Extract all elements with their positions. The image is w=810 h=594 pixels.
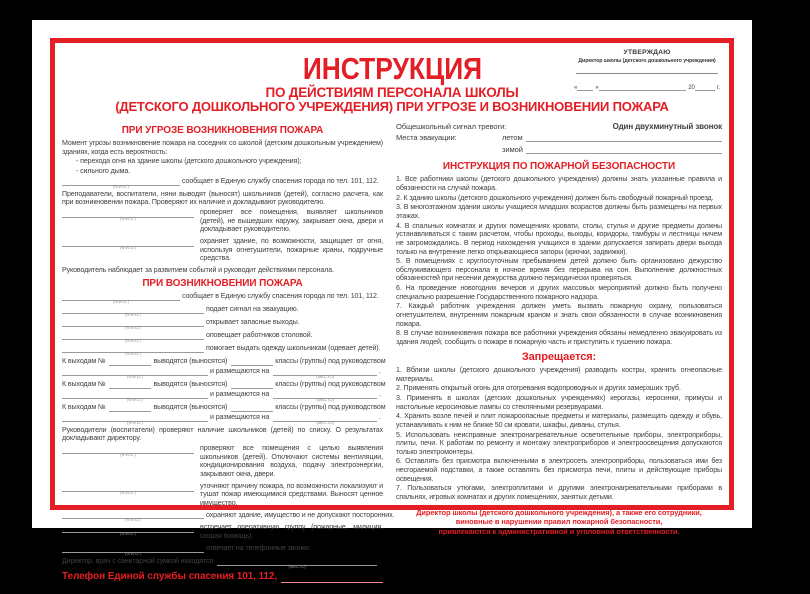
form-line — [62, 557, 383, 569]
responsibility-footer — [396, 508, 722, 537]
blank-caption: (Ф.И.О.) — [125, 550, 141, 556]
approval-director-line: Директор школы (детского дошкольного учреждения) — [578, 58, 716, 64]
paragraph: Преподаватели, воспитатели, няни выводят (выносят) школьников (детей), согласно расчета, как при возникновении пожара. Проверяют их наличие и докладывают руководителю. — [62, 189, 383, 207]
form-line — [62, 413, 383, 425]
form-line — [62, 357, 386, 366]
section-heading-threat: ПРИ УГРОЗЕ ВОЗНИКНОВЕНИЯ ПОЖАРА — [121, 125, 324, 136]
blank-caption: (Ф.И.О.) — [125, 517, 141, 523]
evacuation-block — [396, 133, 722, 158]
prohibited-item: 1. Вблизи школы (детского дошкольного учреждения) разводить костры, хранить огнеопасные материалы. — [396, 366, 722, 383]
fire-safety-item: 3. В многоэтажном здании школы учащиеся младших возрастов должны быть размещены на первых этажах. — [396, 203, 722, 220]
form-line-text: классы (группы) под руководством — [275, 380, 386, 389]
assignment-text: встречает оперативную группу (пожарные, милиция, скорая помощь). — [200, 523, 383, 541]
blank-line — [599, 82, 687, 91]
poster-header — [62, 47, 722, 119]
fire-section-rows — [62, 292, 395, 569]
prohibited-item: 6. Оставлять без присмотра включенными в электросеть электроприборы, пользоваться ими без несгораемой подставки, а также оставлять без присмотра печи, плиты и действующие приборы освещения. — [396, 457, 722, 483]
paragraph: Момент угрозы возникновение пожара на соседних со школой (детским дошкольным учреждением) зданиях, когда есть вероятность: — [62, 139, 383, 156]
prohibited-item: 3. Применять в школах (детских дошкольных учреждениях) керогазы, керосинки, примусы и настольные керосиновые лампы со стеклянными резервуарами. — [396, 393, 722, 411]
fire-safety-item: 5. В помещениях с круглосуточным пребыванием детей должно быть организовано дежурство обслуживающего персонала в ночное время без перерыва на сон. Выполнение должностных обязанностей при несении дежурства должно периодически проверяться. — [396, 257, 722, 283]
fire-safety-item: 4. В спальных комнатах и других помещениях кровати, столы, стулья и другие предметы должны устанавливаться с таким расчетом, чтобы проходы, выходы, коридоры, тамбуры и лестницы ничем не загромождались. В период нахождения учащихся в здании допускается запирать двери выхода только на внутренние легко открывающиеся запоры (крючки, задвижки). — [396, 221, 722, 256]
blank-caption: (Ф.И.О.) — [120, 531, 136, 537]
fire-safety-item: 6. На проведение новогодних вечеров и других массовых мероприятий должно быть получено специально разрешение Государственного пожарного надзора. — [396, 284, 722, 301]
assignment-text: проверяют все помещения с целью выявления школьников (детей). Отключают системы вентиляции, кондиционирования воздуха, подачу электроэнергии, закрывают окна, двери. — [200, 443, 383, 478]
form-line — [62, 544, 383, 556]
prohibited-list — [396, 366, 722, 502]
form-line-text: . — [379, 367, 381, 376]
blank-line — [62, 544, 204, 556]
blank-line — [62, 209, 194, 222]
blank-line — [62, 445, 194, 457]
blank-line — [217, 557, 377, 569]
form-line — [62, 403, 386, 412]
approval-block — [574, 49, 720, 91]
emergency-phone-footer — [62, 571, 383, 583]
blank-caption: (МЕСТО) — [316, 419, 334, 425]
blank-line — [231, 380, 273, 389]
assignment-row — [62, 482, 383, 508]
approval-date-line — [574, 82, 720, 91]
approval-date-text: « — [574, 85, 578, 91]
left-column — [62, 122, 395, 583]
form-line-text: оповещает работников столовой. — [206, 331, 313, 340]
blank-caption: (Ф.И.О.) — [113, 298, 129, 304]
form-line-text: . — [379, 413, 381, 422]
blank-line — [62, 177, 180, 189]
form-line — [62, 380, 386, 389]
emergency-phone-text: Телефон Единой службы спасения 101, 112, — [62, 570, 278, 582]
blank-line — [62, 413, 208, 425]
form-line — [62, 305, 383, 317]
blank-line — [526, 145, 722, 154]
form-line — [62, 318, 383, 330]
paragraph: Руководители (воспитатели) проверяют наличие школьников (детей) по списку. О результатах докладывают директору. — [62, 425, 383, 443]
assignment-text: проверяет все помещения, выявляет школьников (детей), не вышедших наружу, закрывает окна, двери и докладывает руководителю. — [200, 208, 383, 234]
assignment-text: уточняют причину пожара, по возможности локализуют и тушат пожар имеющимися средствами. Выносят ценное имущество. — [200, 481, 383, 507]
blank-line — [695, 82, 715, 91]
fire-safety-item: 7. Каждый работник учреждения должен уметь вызвать пожарную охрану, пользоваться огнетушителем, внутренним пожарным краном и знать свои обязанности в случае возникновения пожара. — [396, 302, 722, 328]
assignment-row — [62, 237, 383, 263]
form-line-text: . — [379, 390, 381, 399]
approval-signature-line — [576, 64, 718, 74]
form-line — [62, 510, 395, 523]
alarm-signal-value: Один двухминутный звонок — [612, 122, 722, 131]
responsibility-line: Директор школы (детского дошкольного учреждения), а также его сотрудники, — [416, 507, 702, 517]
content-columns — [62, 122, 722, 583]
assignment-row — [62, 523, 383, 540]
blank-line — [62, 524, 194, 537]
blank-line — [231, 357, 273, 366]
form-line-text: К выходам № — [62, 357, 106, 366]
blank-line — [109, 357, 151, 366]
evacuation-winter-row — [502, 145, 722, 154]
form-line-text: Директор, врач с санитарной сумкой находятся — [62, 557, 214, 566]
form-line-text: подает сигнал на эвакуацию. — [206, 305, 299, 314]
blank-line — [62, 367, 208, 379]
blank-line — [109, 403, 151, 412]
blank-line — [62, 305, 204, 317]
form-line — [62, 331, 383, 343]
blank-line — [577, 82, 593, 91]
fire-safety-item: 2. К зданию школы (детского дошкольного учреждения) должен быть свободный пожарный проезд. — [396, 193, 714, 202]
form-line-text: выводятся (выносятся) — [153, 403, 228, 412]
alarm-signal-label: Общешкольный сигнал тревоги: — [396, 122, 507, 131]
blank-caption: (Ф.И.О.) — [127, 373, 143, 379]
form-line-text: классы (группы) под руководством — [275, 357, 386, 366]
dash-item: - сильного дыма. — [76, 167, 130, 176]
blank-caption: (Ф.И.О.) — [120, 489, 136, 495]
fire-safety-heading: ИНСТРУКЦИЯ ПО ПОЖАРНОЙ БЕЗОПАСНОСТИ — [442, 161, 676, 173]
approval-title: УТВЕРЖДАЮ — [623, 49, 671, 56]
prohibited-item: 2. Применять открытый огонь для отогревания водопроводных и других замерзших труб. — [396, 384, 681, 393]
form-line-text: и размещаются на — [210, 390, 270, 399]
blank-caption: (Ф.И.О.) — [125, 324, 141, 330]
form-line — [62, 390, 383, 402]
blank-line — [62, 483, 194, 495]
evacuation-summer-row — [502, 133, 722, 142]
poster-page — [32, 20, 752, 582]
assignment-text: охраняет здание, по возможности, защищает от огня, используя огнетушители, пожарные краны, подручные средства. — [200, 236, 383, 263]
blank-line — [273, 367, 377, 379]
form-line-text: К выходам № — [62, 403, 106, 412]
approval-date-text: г. — [716, 85, 720, 91]
fire-safety-list — [396, 175, 722, 346]
form-line-text: выводятся (выносятся) — [153, 380, 228, 389]
alarm-signal-row — [396, 122, 722, 132]
form-line-text: К выходам № — [62, 380, 106, 389]
assignment-row — [62, 444, 383, 479]
poster-subtitle-1: ПО ДЕЙСТВИЯМ ПЕРСОНАЛА ШКОЛЫ — [265, 85, 519, 100]
assignment-row — [62, 208, 383, 234]
blank-line — [62, 344, 204, 356]
blank-line — [62, 318, 204, 330]
paragraph: Руководитель наблюдает за развитием событий и руководит действиями персонала. — [62, 265, 334, 274]
blank-caption: (Ф.И.О.) — [125, 337, 141, 343]
fire-safety-item: 1. Все работники школы (детского дошкольного учреждения) должны знать указанные правила и обязанности на случай пожара. — [396, 175, 722, 193]
section-heading-fire: ПРИ ВОЗНИКНОВЕНИИ ПОЖАРА — [142, 277, 303, 289]
blank-line — [62, 331, 204, 343]
blank-caption: (МЕСТО) — [316, 396, 334, 402]
dash-item: - перехода огня на здание школы (детского дошкольного учреждения); — [76, 157, 302, 166]
blank-line — [62, 238, 194, 250]
approval-date-text: 20 — [688, 85, 695, 91]
responsibility-line: привлекаются к административной и уголовной ответственности. — [438, 526, 680, 536]
evacuation-winter-label: зимой — [502, 145, 523, 154]
form-line — [62, 367, 383, 379]
blank-line — [526, 133, 722, 142]
blank-caption: (МЕСТО) — [288, 563, 306, 569]
form-line-text: охраняют здание, имущество и не допускают посторонних. — [206, 510, 395, 519]
form-line-text: и размещаются на — [210, 413, 270, 422]
blank-caption: (Ф.И.О.) — [120, 244, 136, 250]
prohibited-item: 5. Использовать неисправные электронагревательные осветительные приборы, электроприборы, плиты, печи. К работам по ремонту и монтажу электроприборов и электроосвещения допускаются только электромонтеры. — [396, 430, 722, 456]
form-line — [62, 292, 383, 304]
form-line-text: выводятся (выносятся) — [153, 357, 228, 366]
blank-caption: (Ф.И.О.) — [120, 451, 136, 457]
approval-date-text: » — [595, 85, 599, 91]
evacuation-label: Места эвакуации: — [396, 132, 457, 142]
blank-caption: (Ф.И.О.) — [113, 183, 129, 189]
form-line-text: классы (группы) под руководством — [275, 403, 386, 412]
blank-line — [62, 390, 208, 402]
evacuation-summer-label: летом — [502, 132, 523, 142]
evacuation-lines — [502, 133, 722, 158]
form-line-text: помогает выдать одежду школьникам (одевает детей). — [206, 344, 381, 353]
right-column — [396, 122, 722, 583]
form-line-text: . — [379, 557, 381, 566]
threat-section-rows — [62, 139, 383, 274]
blank-line — [273, 413, 377, 425]
blank-line — [273, 390, 377, 402]
form-line-text: и размещаются на — [210, 367, 270, 376]
poster-subtitle-2: (ДЕТСКОГО ДОШКОЛЬНОГО УЧРЕЖДЕНИЯ) ПРИ УГРОЗЕ И ВОЗНИКНОВЕНИИ ПОЖАРА — [115, 99, 669, 114]
form-line-text: сообщает в Единую службу спасения города по тел. 101, 112. — [182, 177, 379, 186]
form-line-text: отвечает на телефонные звонки. — [206, 544, 311, 553]
blank-caption: (Ф.И.О.) — [120, 216, 136, 222]
blank-caption: (Ф.И.О.) — [127, 419, 143, 425]
prohibited-item: 4. Хранить возле печей и плит пожароопасные предметы и материалы, размещать одежду и обувь, устанавливать к ним не ближе 50 см кровати, шкафы, диваны, стулья. — [396, 412, 722, 429]
blank-caption: (Ф.И.О.) — [125, 350, 141, 356]
fire-safety-item: 8. В случае возникновения пожара все работники учреждения обязаны немедленно эвакуировать из здания людей, сообщить о пожаре в пожарную часть и приступить к тушению пожара. — [396, 329, 722, 346]
blank-line — [62, 510, 204, 523]
blank-caption: (МЕСТО) — [316, 373, 334, 379]
prohibited-item: 7. Пользоваться утюгами, электроплитами и другими электронагревательными приборами в спальнях, игровых комнатах и других помещениях, занятых детьми. — [396, 484, 722, 501]
form-line — [62, 177, 383, 189]
prohibited-heading: Запрещается: — [521, 350, 597, 363]
form-line-text: открывает запасные выходы. — [206, 318, 300, 327]
blank-line — [109, 380, 151, 389]
blank-line — [231, 403, 273, 412]
blank-caption: (Ф.И.О.) — [127, 396, 143, 402]
red-border-frame — [50, 38, 734, 582]
poster-title: ИНСТРУКЦИЯ — [302, 51, 482, 86]
form-line — [62, 344, 383, 356]
blank-caption: (Ф.И.О.) — [125, 311, 141, 317]
form-line-text: сообщает в Единую службу спасения города по тел. 101, 112. — [182, 292, 379, 301]
blank-line — [62, 292, 180, 304]
blank-line — [281, 574, 383, 583]
responsibility-line: виновные в нарушении правил пожарной безопасности, — [455, 517, 663, 527]
